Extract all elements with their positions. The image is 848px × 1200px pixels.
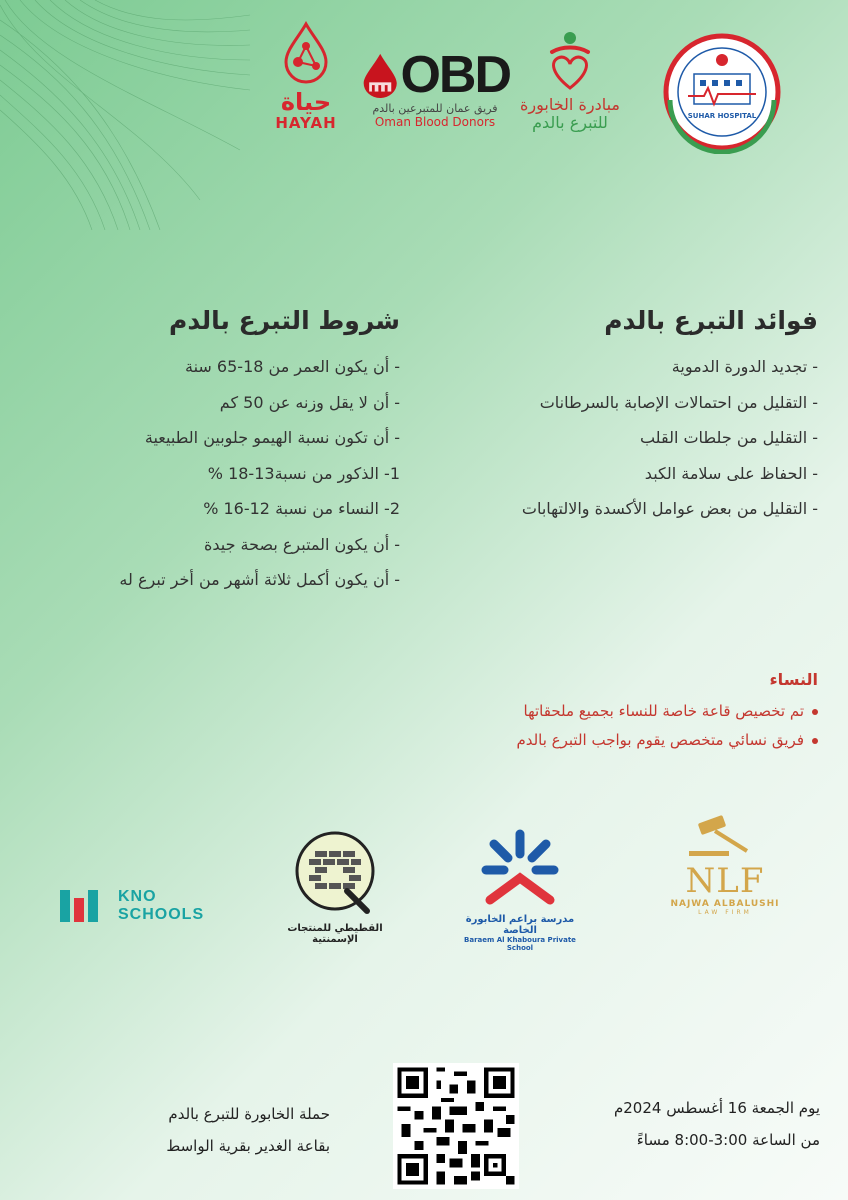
kno-mark-icon: [60, 888, 110, 924]
nlf-logo-mark: NLF: [685, 861, 765, 901]
hayah-logo-english: HAYAH: [275, 114, 337, 132]
nlf-logo-name: NAJWA ALBALUSHI: [670, 899, 780, 909]
event-datetime: [540, 1092, 820, 1156]
qutaiti-logo-caption: القطيطي للمنتجات الإسمنتية: [287, 923, 383, 945]
school-logo-caption-en: Baraem Al Khaboura Private School: [464, 936, 576, 952]
qr-code[interactable]: [393, 1063, 519, 1189]
hospital-seal-icon: [660, 30, 784, 154]
qutaiti-products-logo: [270, 825, 400, 945]
women-item: [398, 697, 818, 726]
event-date: يوم الجمعة 16 أغسطس 2024م: [613, 1099, 820, 1117]
condition-item: - أن يكون المتبرع بصحة جيدة: [203, 534, 400, 554]
initiative-logo-line1: مبادرة الخابورة: [520, 95, 620, 114]
women-item-text: تم تخصيص قاعة خاصة للنساء بجميع ملحقاتها: [523, 702, 804, 720]
kno-logo-line1: KNO: [118, 888, 157, 905]
benefit-item: - التقليل من بعض عوامل الأكسدة والالتهابات: [521, 499, 818, 518]
bullet-icon: [812, 709, 818, 715]
blood-drop-network-icon: [276, 20, 336, 84]
obd-logo: [360, 46, 510, 129]
khaboura-initiative-logo: [515, 30, 625, 132]
benefit-item: - التقليل من جلطات القلب: [639, 428, 818, 447]
condition-item: - أن يكون أكمل ثلاثة أشهر من أخر تبرع له: [119, 570, 400, 589]
baraem-school-logo: [450, 828, 590, 952]
campaign-name: حملة الخابورة للتبرع بالدم: [168, 1105, 330, 1123]
gavel-icon: [685, 815, 765, 859]
women-section: [398, 670, 818, 755]
hospital-seal-logo: [660, 30, 784, 154]
hayah-logo: [258, 20, 354, 132]
nlf-law-firm-logo: [670, 815, 780, 916]
women-item: [398, 726, 818, 755]
conditions-title: شروط التبرع بالدم: [169, 306, 400, 335]
decorative-wave-lines: [0, 0, 250, 230]
condition-item: - أن لا يقل وزنه عن 50 كم: [219, 392, 400, 412]
kno-logo-line2: SCHOOLS: [118, 906, 205, 923]
women-item-text: فريق نسائي متخصص يقوم بواجب التبرع بالدم: [516, 731, 804, 749]
initiative-logo-line2: للتبرع بالدم: [532, 113, 608, 132]
condition-item: - أن يكون العمر من 18-65 سنة: [185, 357, 400, 376]
benefit-item: - التقليل من احتمالات الإصابة بالسرطانات: [539, 392, 818, 412]
campaign-venue: بقاعة الغدير بقرية الواسط: [166, 1137, 330, 1155]
benefit-item: - تجديد الدورة الدموية: [671, 357, 818, 376]
bullet-icon: [812, 738, 818, 744]
heart-person-icon: [542, 30, 598, 92]
benefits-title: فوائد التبرع بالدم: [604, 306, 818, 335]
obd-logo-english: Oman Blood Donors: [374, 115, 496, 129]
campaign-location: [60, 1098, 330, 1162]
hospital-seal-text: SUHAR HOSPITAL: [687, 112, 757, 120]
benefits-section: [448, 306, 818, 527]
nlf-logo-firm: LAW FIRM: [698, 909, 752, 916]
school-logo-caption-ar: مدرسة براعم الخابورة الخاصة: [465, 914, 575, 936]
school-emblem-icon: [478, 828, 562, 908]
hayah-logo-arabic: حياة: [280, 88, 332, 116]
event-time: من الساعة 3:00-8:00 مساءً: [636, 1131, 820, 1149]
women-title: النساء: [769, 670, 818, 689]
condition-item: 2- النساء من نسبة 12-16 %: [203, 499, 400, 518]
benefit-item: - الحفاظ على سلامة الكبد: [644, 463, 818, 483]
condition-item: - أن تكون نسبة الهيمو جلوبين الطبيعية: [144, 428, 400, 447]
conditions-section: [30, 306, 400, 598]
condition-item: 1- الذكور من نسبة13-18 %: [207, 463, 400, 483]
kno-schools-logo: [60, 884, 220, 928]
brick-q-icon: [287, 825, 383, 917]
blood-drop-icon: [360, 50, 400, 100]
obd-logo-mark: OBD: [400, 46, 510, 104]
obd-logo-arabic: فريق عمان للمتبرعين بالدم: [372, 102, 498, 115]
